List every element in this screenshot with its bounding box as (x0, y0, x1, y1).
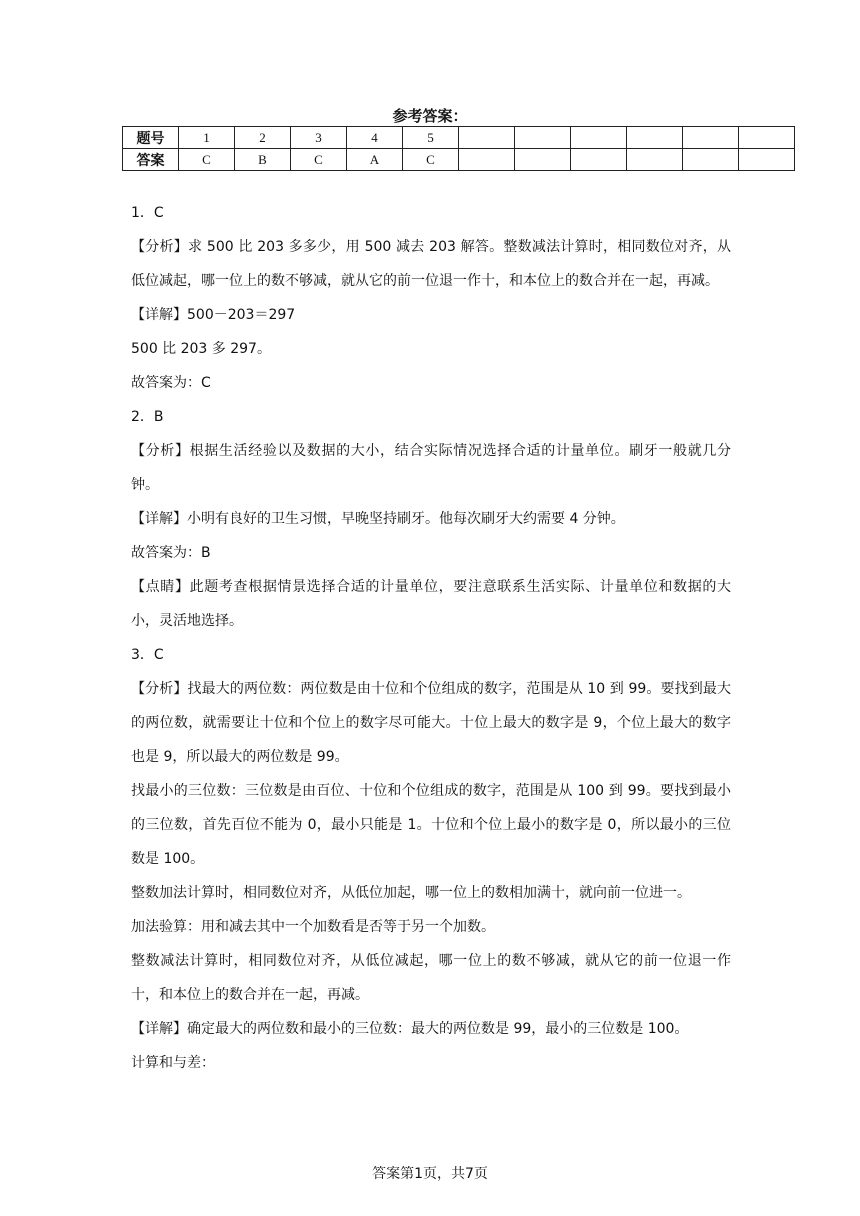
explanation-body (131, 196, 731, 1080)
paragraph: 整数减法计算时，相同数位对齐，从低位减起，哪一位上的数不够减，就从它的前一位退一作十，和本位上的数合并在一起，再减。 (131, 953, 731, 1003)
paragraph: 【详解】500－203＝297 (131, 307, 296, 323)
question-number-cell: 3 (291, 127, 347, 149)
paragraph: 3．C (131, 647, 164, 663)
paragraph: 计算和与差： (131, 1055, 215, 1071)
paragraph: 【点睛】此题考查根据情景选择合适的计量单位，要注意联系生活实际、计量单位和数据的大小，灵活地选择。 (131, 579, 731, 629)
question-number-cell (571, 127, 627, 149)
question-number-cell: 4 (347, 127, 403, 149)
answer-cell: C (403, 149, 459, 171)
answer-cell (739, 149, 795, 171)
page-title: 参考答案： (392, 107, 468, 125)
paragraph: 【详解】小明有良好的卫生习惯，早晚坚持刷牙。他每次刷牙大约需要 4 分钟。 (131, 511, 625, 527)
question-number-cell: 2 (235, 127, 291, 149)
paragraph: 整数加法计算时，相同数位对齐，从低位加起，哪一位上的数相加满十，就向前一位进一。 (131, 885, 691, 901)
answer-cell (627, 149, 683, 171)
row-label-question-number: 题号 (123, 127, 179, 149)
paragraph: 故答案为：B (131, 545, 211, 561)
row-label-answer: 答案 (123, 149, 179, 171)
question-number-cell (683, 127, 739, 149)
paragraph: 故答案为：C (131, 375, 211, 391)
answer-cell (515, 149, 571, 171)
answer-cell (683, 149, 739, 171)
answer-cell (571, 149, 627, 171)
question-number-cell (459, 127, 515, 149)
paragraph: 【分析】求 500 比 203 多多少，用 500 减去 203 解答。整数减法计算时，相同数位对齐，从低位减起，哪一位上的数不够减，就从它的前一位退一作十，和本位上的数合并在一起，再减。 (131, 239, 731, 289)
paragraph: 【分析】找最大的两位数：两位数是由十位和个位组成的数字，范围是从 10 到 99。要找到最大的两位数，就需要让十位和个位上的数字尽可能大。十位上最大的数字是 9，个位上最大的数字也是 9，所以最大的两位数是 99。 (131, 681, 731, 765)
answer-table (122, 126, 795, 171)
answer-cell: A (347, 149, 403, 171)
answer-cell: C (291, 149, 347, 171)
paragraph: 500 比 203 多 297。 (131, 341, 271, 357)
question-number-cell (627, 127, 683, 149)
paragraph: 【详解】确定最大的两位数和最小的三位数：最大的两位数是 99，最小的三位数是 100。 (131, 1021, 689, 1037)
paragraph: 找最小的三位数：三位数是由百位、十位和个位组成的数字，范围是从 100 到 99。要找到最小的三位数，首先百位不能为 0，最小只能是 1。十位和个位上最小的数字是 0，所以最小的三位数是 100。 (131, 783, 731, 867)
question-number-cell (515, 127, 571, 149)
paragraph: 加法验算：用和减去其中一个加数看是否等于另一个加数。 (131, 919, 495, 935)
answer-row (123, 149, 795, 171)
question-number-cell: 5 (403, 127, 459, 149)
question-number-cell: 1 (179, 127, 235, 149)
paragraph: 1．C (131, 205, 164, 221)
answer-cell: C (179, 149, 235, 171)
answer-cell: B (235, 149, 291, 171)
answer-cell (459, 149, 515, 171)
paragraph: 2．B (131, 409, 164, 425)
question-number-cell (739, 127, 795, 149)
question-number-row (123, 127, 795, 149)
page-footer: 答案第1页，共7页 (372, 1166, 488, 1182)
paragraph: 【分析】根据生活经验以及数据的大小，结合实际情况选择合适的计量单位。刷牙一般就几分钟。 (131, 443, 731, 493)
